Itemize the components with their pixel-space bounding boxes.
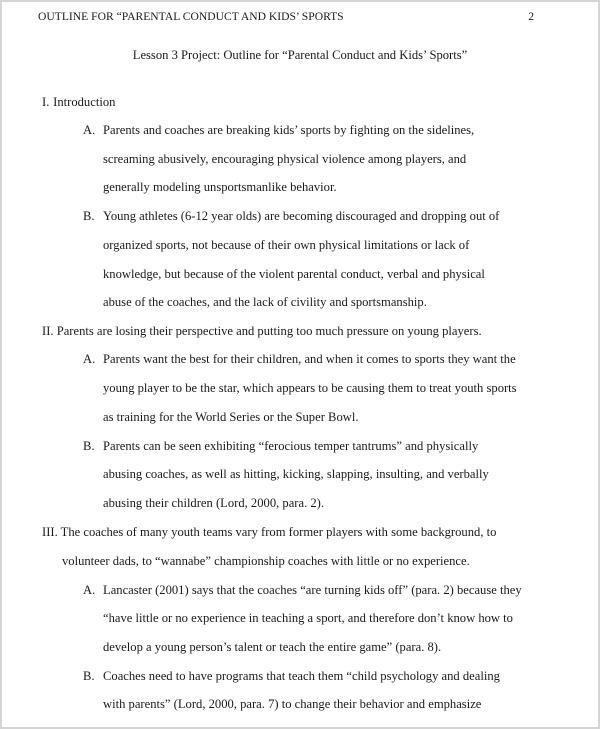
item-text: Lancaster (2001) says that the coaches “are turning kids off” (para. 2) because they xyxy=(103,583,522,597)
section-marker: II. xyxy=(42,324,54,338)
item-text-line: screaming abusively, encouraging physical violence among players, and xyxy=(103,152,467,166)
running-head-text: OUTLINE FOR “PARENTAL CONDUCT AND KIDS’ SPORTS xyxy=(38,10,344,23)
item-marker: B. xyxy=(83,439,95,453)
outline-item xyxy=(83,669,500,684)
running-header xyxy=(38,10,534,23)
item-text: Coaches need to have programs that teach them “child psychology and dealing xyxy=(103,669,500,683)
item-text-line: abusing coaches, as well as hitting, kicking, slapping, insulting, and verbally xyxy=(103,467,489,481)
section-text: Parents are losing their perspective and putting too much pressure on young players. xyxy=(56,324,482,338)
item-marker: A. xyxy=(83,583,96,597)
outline-heading-3 xyxy=(42,525,496,540)
outline-item xyxy=(83,209,499,224)
item-text-line: abusing their children (Lord, 2000, para. 2). xyxy=(103,496,325,510)
section-text: The coaches of many youth teams vary from former players with some background, to xyxy=(60,525,497,539)
item-text-line: develop a young person’s talent or teach the entire game” (para. 8). xyxy=(103,640,442,654)
section-marker: III. xyxy=(42,525,58,539)
outline-item xyxy=(83,123,474,138)
item-marker: A. xyxy=(83,352,96,366)
item-text: Young athletes (6-12 year olds) are becoming discouraged and dropping out of xyxy=(103,209,500,223)
section-text-line: volunteer dads, to “wannabe” championship coaches with little or no experience. xyxy=(62,554,470,568)
item-text-line: with parents” (Lord, 2000, para. 7) to change their behavior and emphasize xyxy=(103,697,482,711)
item-marker: A. xyxy=(83,123,96,137)
item-marker: B. xyxy=(83,209,95,223)
item-marker: B. xyxy=(83,669,95,683)
item-text-line: as training for the World Series or the Super Bowl. xyxy=(103,410,359,424)
item-text-line: “have little or no experience in teaching a sport, and therefore don’t know how to xyxy=(103,611,513,625)
item-text-line: generally modeling unsportsmanlike behavior. xyxy=(103,180,337,194)
outline-item xyxy=(83,352,516,367)
item-text-line: knowledge, but because of the violent parental conduct, verbal and physical xyxy=(103,267,485,281)
item-text-line: abuse of the coaches, and the lack of civility and sportsmanship. xyxy=(103,295,427,309)
item-text: Parents want the best for their children, and when it comes to sports they want the xyxy=(103,352,516,366)
outline-heading-1 xyxy=(42,95,115,110)
outline-heading-2 xyxy=(42,324,482,339)
outline-item xyxy=(83,583,522,598)
item-text: Parents can be seen exhibiting “ferocious temper tantrums” and physically xyxy=(103,439,479,453)
item-text-line: organized sports, not because of their own physical limitations or lack of xyxy=(103,238,470,252)
page-number: 2 xyxy=(528,10,534,23)
section-text: Introduction xyxy=(53,95,116,109)
outline-item xyxy=(83,439,478,454)
document-title: Lesson 3 Project: Outline for “Parental Conduct and Kids’ Sports” xyxy=(132,48,468,62)
section-marker: I. xyxy=(42,95,50,109)
item-text-line: young player to be the star, which appears to be causing them to treat youth sports xyxy=(103,381,517,395)
item-text: Parents and coaches are breaking kids’ sports by fighting on the sidelines, xyxy=(103,123,475,137)
